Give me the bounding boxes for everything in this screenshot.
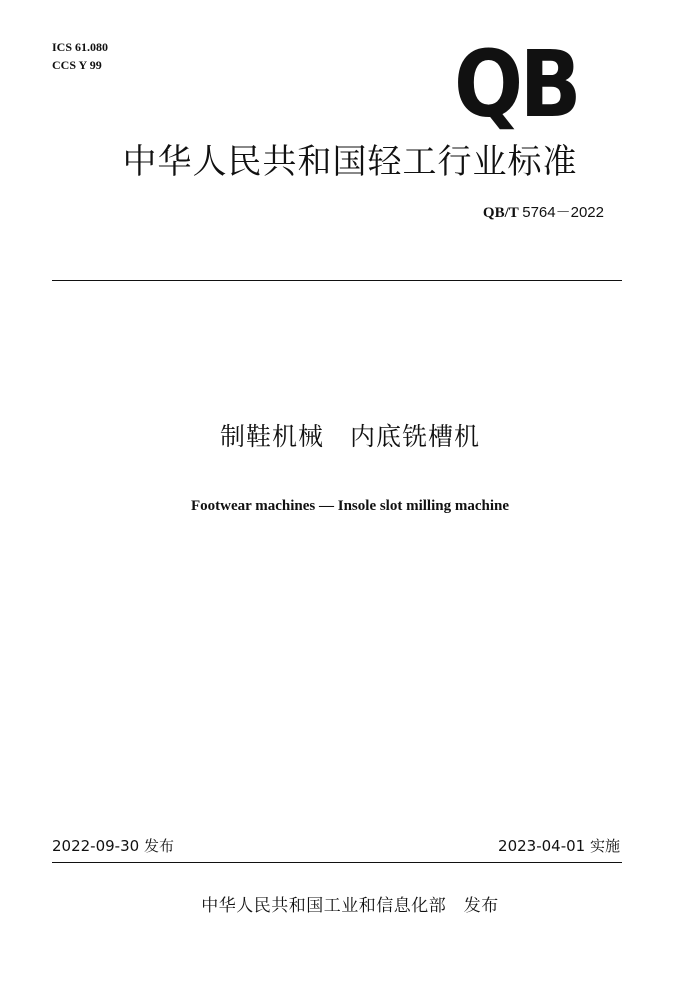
top-divider (52, 280, 622, 281)
bottom-divider (52, 862, 622, 863)
publisher: 中华人民共和国工业和信息化部 发布 (201, 896, 499, 916)
implementation-date: 2023-04-01 实施 (498, 837, 620, 855)
document-title-cn: 制鞋机械 内底铣槽机 (219, 422, 480, 451)
ccs-code: CCS Y 99 (52, 58, 102, 72)
qb-logo-text: QB (454, 31, 578, 138)
issue-date: 2022-09-30 发布 (52, 837, 174, 855)
standard-code: 5764－2022 (522, 204, 604, 221)
industry-standard-title: 中华人民共和国轻工行业标准 (122, 142, 578, 182)
standard-number (483, 204, 604, 222)
qb-logo (452, 31, 580, 138)
document-title-en: Footwear machines — Insole slot milling machine (190, 498, 510, 514)
ics-code: ICS 61.080 (52, 40, 109, 54)
standard-prefix: QB/T (482, 205, 519, 221)
